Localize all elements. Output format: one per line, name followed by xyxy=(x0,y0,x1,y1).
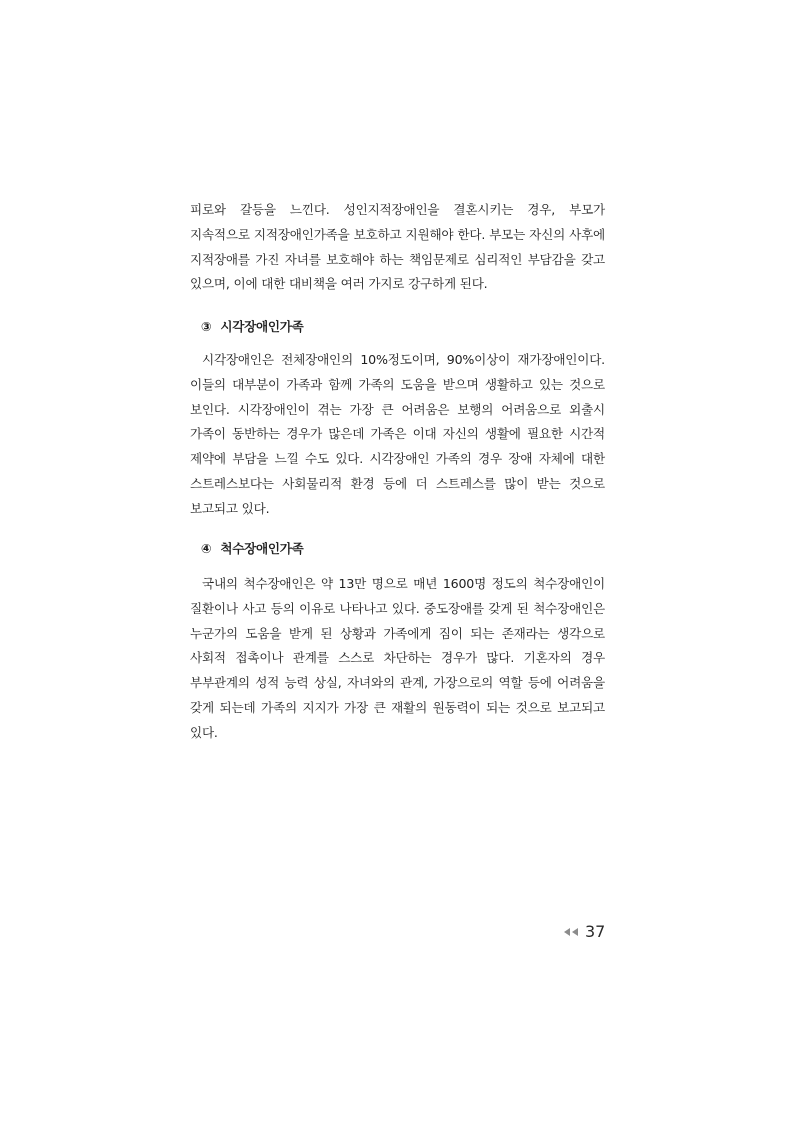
section-title: 시각장애인가족 xyxy=(220,319,304,334)
section-heading-spinal-cord-injury-family xyxy=(201,539,303,559)
page-number: 37 xyxy=(585,922,606,941)
section-heading-visual-impairment-family xyxy=(201,317,303,337)
section-title: 척수장애인가족 xyxy=(220,541,304,556)
paragraph-visual-impairment-family: 시각장애인은 전체장애인의 10%정도이며, 90%이상이 재가장애인이다. 이들의 대부분이 가족과 함께 가족의 도움을 받으며 생활하고 있는 것으로 보인다. 시각장애인이 겪는 가장 큰 어려움은 보행의 어려움으로 외출시 가족이 동반하는 경우가 많은데 가족은 이대 자신의 생활에 필요한 시간적 제약에 부담을 느낄 수도 있다. 시각장애인 가족의 경우 장애 자체에 대한 스트레스보다는 사회물리적 환경 등에 더 스트레스를 많이 받는 것으로 보고되고 있다. xyxy=(190,352,605,516)
paragraph-spinal-cord-injury-family: 국내의 척수장애인은 약 13만 명으로 매년 1600명 정도의 척수장애인이 질환이나 사고 등의 이유로 나타나고 있다. 중도장애를 갖게 된 척수장애인은 누군가의 도움을 받게 된 상황과 가족에게 짐이 되는 존재라는 생각으로 사회적 접촉이나 관계를 스스로 차단하는 경우가 많다. 기혼자의 경우 부부관계의 성적 능력 상실, 자녀와의 관계, 가장으로의 역할 등에 어려움을 갖게 되는데 가족의 지지가 가장 큰 재활의 원동력이 되는 것으로 보고되고 있다. xyxy=(190,576,605,740)
double-left-triangle-icon xyxy=(563,927,579,937)
section-number: ③ xyxy=(201,319,212,334)
paragraph-intellectual-disability-family: 피로와 갈등을 느낀다. 성인지적장애인을 결혼시키는 경우, 부모가 지속적으로 지적장애인가족을 보호하고 지원해야 한다. 부모는 자신의 사후에 지적장애를 가진 자녀를 보호해야 하는 책임문제로 심리적인 부담감을 갖고 있으며, 이에 대한 대비책을 여러 가지로 강구하게 된다. xyxy=(190,202,605,292)
page-footer xyxy=(563,921,605,943)
section-number: ④ xyxy=(201,541,212,556)
